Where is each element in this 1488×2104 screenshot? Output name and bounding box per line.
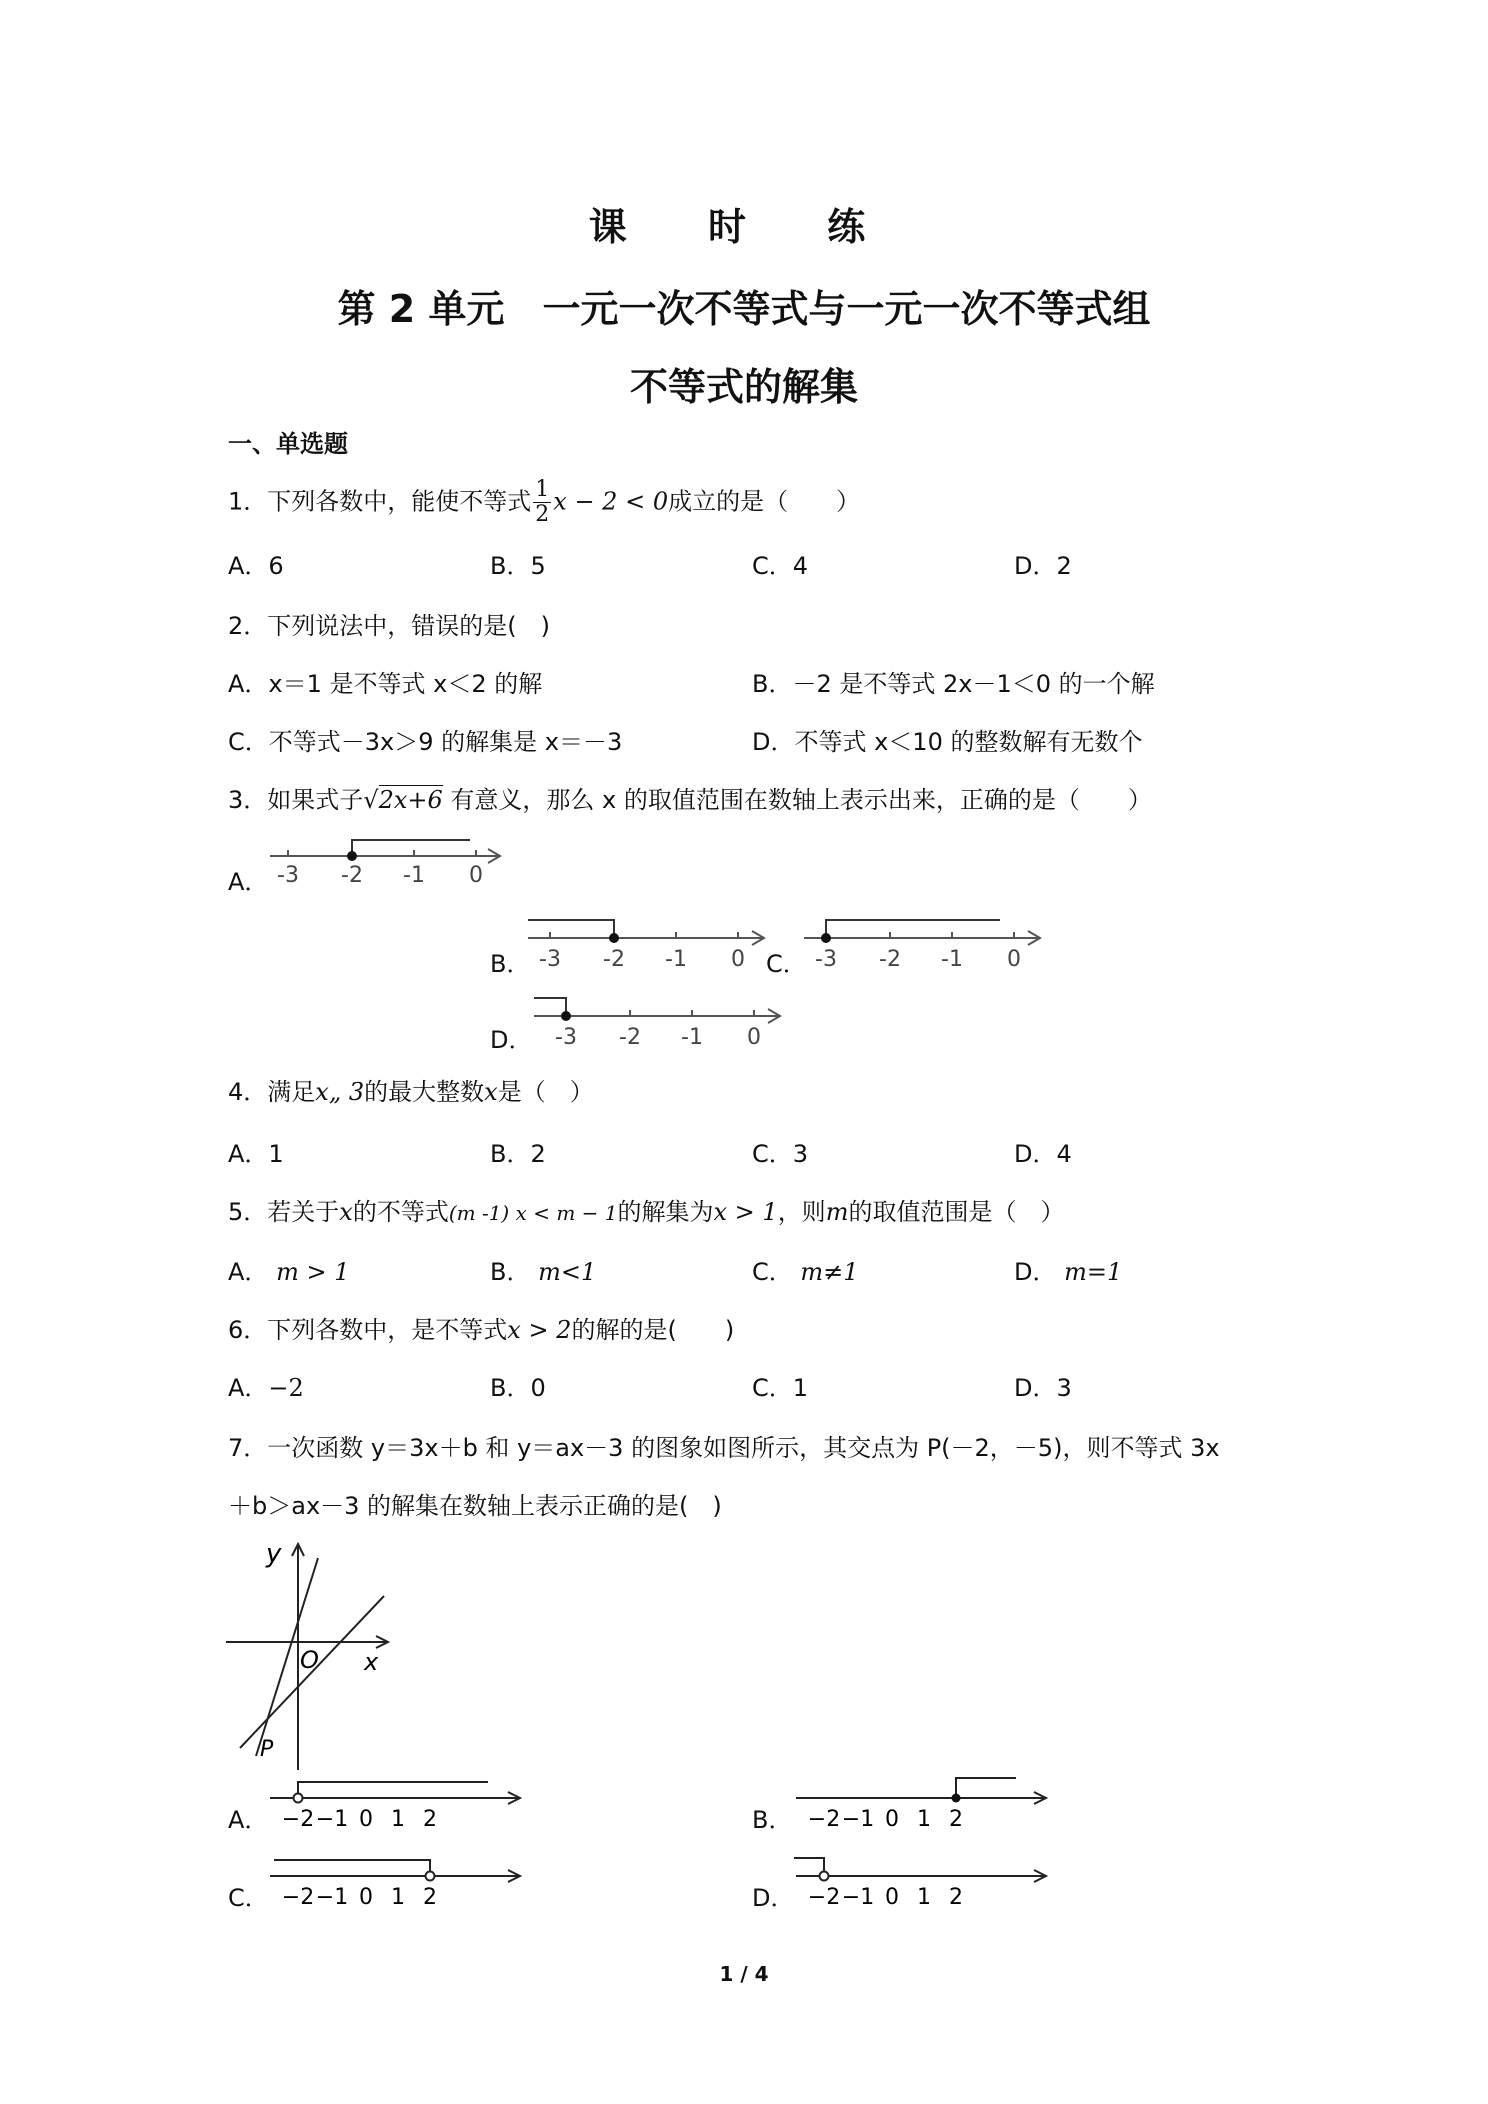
tick-label: −1	[841, 1885, 875, 1910]
q6-option-c[interactable]: C．1	[752, 1374, 809, 1402]
question-4-stem: 4．满足x„ 3的最大整数x是（ ）	[228, 1078, 594, 1106]
tick-label: −2	[807, 1807, 841, 1832]
tick-label: 2	[423, 1885, 437, 1910]
tick-label: −2	[281, 1807, 315, 1832]
q3-numberline-b	[524, 910, 774, 978]
tick-label: 2	[423, 1807, 437, 1832]
q5-inequality: (m -1) x < m − 1	[448, 1201, 618, 1225]
solution-ray	[956, 1778, 1016, 1798]
q1-option-d[interactable]: D．2	[1014, 552, 1072, 580]
q7-numberline-d	[790, 1854, 1054, 1912]
solid-dot	[347, 851, 357, 861]
tick-label: -3	[539, 947, 561, 972]
q3-option-d[interactable]: D．	[490, 1026, 533, 1054]
solid-dot	[609, 933, 619, 943]
y-axis-label: y	[266, 1539, 282, 1569]
solid-dot	[821, 933, 831, 943]
q4-option-d[interactable]: D．4	[1014, 1140, 1072, 1168]
point-p-label: P	[260, 1737, 274, 1762]
tick-label: 0	[747, 1025, 761, 1050]
q2-option-d[interactable]: D．不等式 x＜10 的整数解有无数个	[752, 728, 1143, 756]
open-dot	[294, 1794, 303, 1803]
tick-label: −1	[315, 1807, 349, 1832]
tick-label: 1	[917, 1807, 931, 1832]
q7-option-d[interactable]: D．	[752, 1884, 795, 1912]
tick-label: -3	[555, 1025, 577, 1050]
tick-label: -3	[815, 947, 837, 972]
tick-label: -2	[341, 863, 363, 888]
section-heading: 一、单选题	[228, 430, 348, 458]
tick-label: −1	[315, 1885, 349, 1910]
q6-expression: x > 2	[507, 1316, 572, 1344]
solution-ray	[534, 998, 566, 1016]
tick-label: −1	[841, 1807, 875, 1832]
q1-expression: x − 2 < 0	[553, 487, 669, 516]
solution-ray	[528, 920, 614, 938]
tick-label: -1	[665, 947, 687, 972]
solid-dot	[952, 1794, 961, 1803]
q1-prefix: 1．下列各数中，能使不等式	[228, 487, 532, 516]
open-dot	[426, 1872, 435, 1881]
tick-label: 2	[949, 1807, 963, 1832]
tick-label: 0	[1007, 947, 1021, 972]
question-7-line-1: 7．一次函数 y＝3x＋b 和 y＝ax－3 的图象如图所示，其交点为 P(－2，－5)，则不等式 3x	[228, 1434, 1220, 1462]
q7-numberline-b	[790, 1776, 1054, 1834]
open-dot	[820, 1872, 829, 1881]
tick-label: 0	[359, 1885, 373, 1910]
page-number: 1 / 4	[719, 1962, 769, 1986]
q1-option-b[interactable]: B．5	[490, 552, 546, 580]
tick-label: −2	[281, 1885, 315, 1910]
question-1-stem	[228, 478, 860, 527]
q3-option-a[interactable]: A．	[228, 868, 269, 896]
origin-label: O	[300, 1646, 319, 1674]
q4-option-a[interactable]: A．1	[228, 1140, 284, 1168]
q3-numberline-c	[800, 910, 1050, 978]
q7-numberline-a	[264, 1776, 528, 1834]
tick-label: 0	[885, 1885, 899, 1910]
x-axis-label: x	[364, 1648, 379, 1676]
q1-suffix: 成立的是（ ）	[668, 487, 861, 516]
tick-label: -2	[879, 947, 901, 972]
lesson-title: 不等式的解集	[629, 365, 858, 409]
q1-fraction: $\frac{1}{2}$	[535, 477, 550, 527]
q1-option-a[interactable]: A．6	[228, 552, 284, 580]
solution-ray	[298, 1782, 488, 1798]
q6-option-b[interactable]: B．0	[490, 1374, 546, 1402]
q4-option-b[interactable]: B．2	[490, 1140, 546, 1168]
tick-label: 1	[917, 1885, 931, 1910]
q6-option-d[interactable]: D．3	[1014, 1374, 1072, 1402]
q5-option-a[interactable]: A． m > 1	[228, 1258, 350, 1286]
q5-option-c[interactable]: C． m≠1	[752, 1258, 859, 1286]
tick-label: -2	[619, 1025, 641, 1050]
q5-option-b[interactable]: B． m<1	[490, 1258, 597, 1286]
q6-option-a[interactable]: A．−2	[228, 1374, 304, 1402]
page-title: 课 时 练	[588, 205, 900, 249]
solution-ray	[352, 840, 470, 856]
q4-expression: x„ 3	[315, 1078, 365, 1106]
solution-ray	[826, 920, 1000, 938]
q7-numberline-c	[264, 1854, 528, 1912]
tick-label: 2	[949, 1885, 963, 1910]
q3-prefix: 3．如果式子	[228, 786, 364, 814]
unit-title: 第 2 单元 一元一次不等式与一元一次不等式组	[337, 287, 1151, 331]
q2-option-c[interactable]: C．不等式－3x＞9 的解集是 x＝－3	[228, 728, 623, 756]
q3-numberline-a	[262, 836, 512, 898]
tick-label: -1	[403, 863, 425, 888]
tick-label: -1	[681, 1025, 703, 1050]
solution-ray	[274, 1860, 430, 1876]
tick-label: 0	[885, 1807, 899, 1832]
question-6-stem: 6．下列各数中，是不等式x > 2的解的是( )	[228, 1316, 735, 1344]
question-7-line-2: ＋b＞ax－3 的解集在数轴上表示正确的是( )	[228, 1492, 722, 1520]
tick-label: -2	[603, 947, 625, 972]
q3-sqrt: √2x+6	[363, 786, 443, 814]
solid-dot	[561, 1011, 571, 1021]
tick-label: 1	[391, 1807, 405, 1832]
q7-function-graph	[226, 1530, 406, 1770]
tick-label: 0	[359, 1807, 373, 1832]
question-5-stem: 5．若关于x的不等式(m -1) x < m − 1的解集为x > 1，则m的取值范围是（ ）	[228, 1198, 1065, 1226]
tick-label: −2	[807, 1885, 841, 1910]
tick-label: -3	[277, 863, 299, 888]
tick-label: -1	[941, 947, 963, 972]
q7-option-c[interactable]: C．	[228, 1884, 269, 1912]
q2-option-a[interactable]: A．x＝1 是不等式 x＜2 的解	[228, 670, 543, 698]
q7-option-b[interactable]: B．	[752, 1806, 793, 1834]
q4-option-c[interactable]: C．3	[752, 1140, 809, 1168]
question-3-stem	[228, 784, 1152, 816]
q5-option-d[interactable]: D． m=1	[1014, 1258, 1123, 1286]
question-2-stem: 2．下列说法中，错误的是( )	[228, 612, 550, 640]
tick-label: 0	[731, 947, 745, 972]
q3-option-c[interactable]: C．	[766, 950, 807, 978]
q7-option-a[interactable]: A．	[228, 1806, 269, 1834]
tick-label: 0	[469, 863, 483, 888]
q1-option-c[interactable]: C．4	[752, 552, 809, 580]
q3-option-b[interactable]: B．	[490, 950, 531, 978]
q3-suffix: 有意义，那么 x 的取值范围在数轴上表示出来，正确的是（ ）	[450, 786, 1152, 814]
q3-numberline-d	[530, 988, 790, 1056]
tick-label: 1	[391, 1885, 405, 1910]
q2-option-b[interactable]: B．－2 是不等式 2x－1＜0 的一个解	[752, 670, 1155, 698]
